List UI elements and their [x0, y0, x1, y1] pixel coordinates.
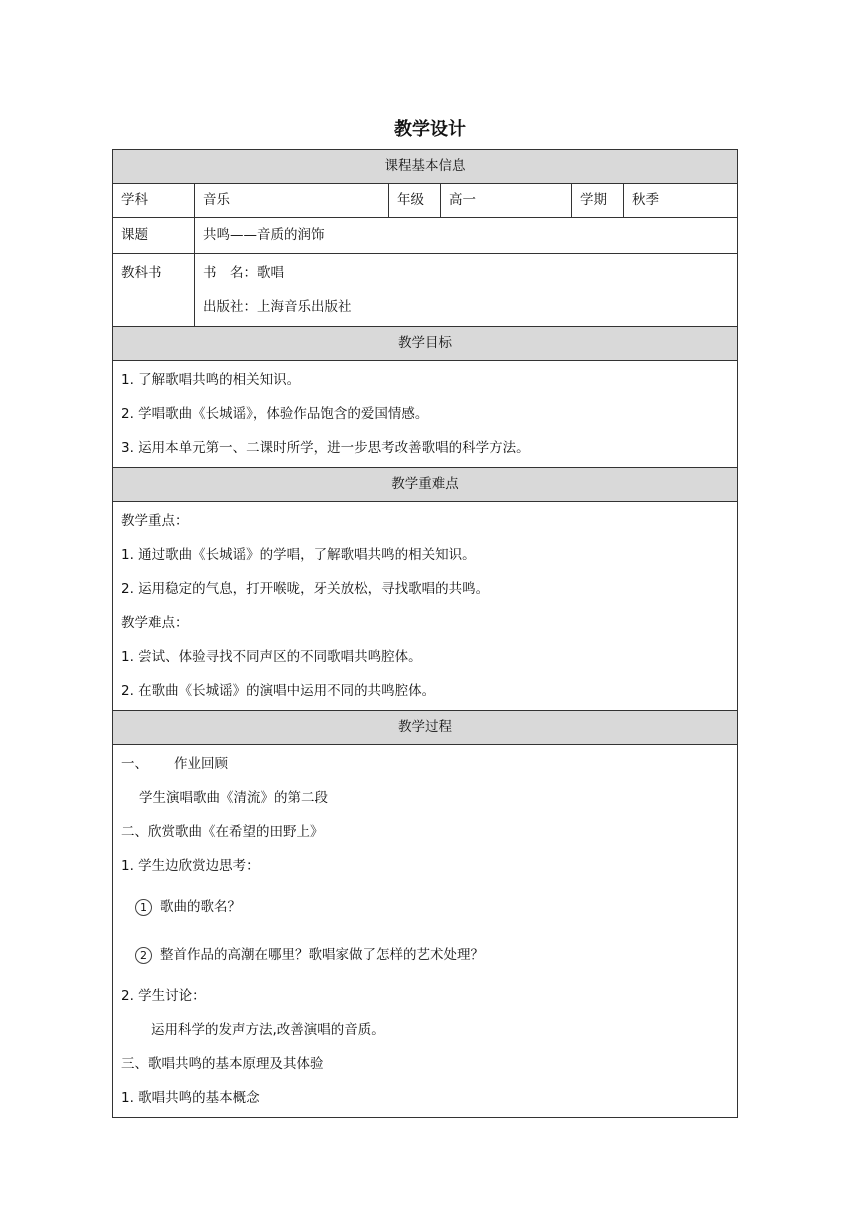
keypoints-row: [113, 502, 738, 711]
question-2-number: 2: [135, 947, 152, 964]
objective-item: 1. 了解歌唱共鸣的相关知识。: [121, 372, 301, 388]
focus-item: 2. 运用稳定的气息，打开喉咙，牙关放松，寻找歌唱的共鸣。: [121, 581, 490, 597]
process-header-row: [113, 711, 738, 745]
objective-item: 3. 运用本单元第一、二课时所学，进一步思考改善歌唱的科学方法。: [121, 440, 530, 456]
difficulty-item: 1. 尝试、体验寻找不同声区的不同歌唱共鸣腔体。: [121, 649, 422, 665]
section-2-item-2: 2. 学生讨论：: [121, 988, 206, 1004]
textbook-row: [113, 254, 738, 327]
focus-label: 教学重点：: [121, 513, 189, 529]
topic-row: [113, 218, 738, 254]
difficulty-label: 教学难点：: [121, 615, 189, 631]
section-1-number: 一、: [121, 756, 148, 772]
term-label: 学期: [572, 184, 624, 218]
question-2: [121, 931, 729, 979]
question-1-number: 1: [135, 899, 152, 916]
section-2-item-2-text: 运用科学的发声方法,改善演唱的音质。: [151, 1022, 385, 1038]
objectives-header: 教学目标: [113, 327, 738, 361]
page-title: 教学设计: [394, 119, 466, 140]
basic-info-header: 课程基本信息: [113, 150, 738, 184]
textbook-name: 书 名：歌唱: [203, 265, 284, 281]
textbook-publisher: 出版社：上海音乐出版社: [203, 299, 352, 315]
question-1-text: 歌曲的歌名？: [160, 899, 241, 915]
lesson-plan-table: [112, 149, 738, 1118]
objective-item: 2. 学唱歌曲《长城谣》，体验作品饱含的爱国情感。: [121, 406, 429, 422]
grade-value: 高一: [441, 184, 572, 218]
subject-value: 音乐: [195, 184, 389, 218]
question-2-text: 整首作品的高潮在哪里？歌唱家做了怎样的艺术处理？: [160, 947, 484, 963]
topic-label: 课题: [113, 218, 195, 254]
focus-item: 1. 通过歌曲《长城谣》的学唱，了解歌唱共鸣的相关知识。: [121, 547, 476, 563]
section-2-title: 二、欣赏歌曲《在希望的田野上》: [121, 824, 324, 840]
difficulty-item: 2. 在歌曲《长城谣》的演唱中运用不同的共鸣腔体。: [121, 683, 436, 699]
objectives-row: [113, 361, 738, 468]
question-1: [121, 883, 729, 931]
textbook-label: 教科书: [121, 265, 162, 281]
term-value: 秋季: [624, 184, 738, 218]
grade-label: 年级: [389, 184, 441, 218]
topic-value: 共鸣——音质的润饰: [195, 218, 738, 254]
process-header: 教学过程: [113, 711, 738, 745]
basic-info-header-row: [113, 150, 738, 184]
section-3-title: 三、歌唱共鸣的基本原理及其体验: [121, 1056, 324, 1072]
basic-info-row: [113, 184, 738, 218]
section-1-title: [121, 747, 729, 781]
section-1-heading: 作业回顾: [174, 756, 228, 772]
keypoints-header: 教学重难点: [113, 468, 738, 502]
objectives-header-row: [113, 327, 738, 361]
keypoints-header-row: [113, 468, 738, 502]
process-row: [113, 745, 738, 1118]
section-1-text: 学生演唱歌曲《清流》的第二段: [139, 790, 328, 806]
section-2-item-1: 1. 学生边欣赏边思考：: [121, 858, 260, 874]
section-3-item-1: 1. 歌唱共鸣的基本概念: [121, 1090, 260, 1106]
subject-label: 学科: [113, 184, 195, 218]
